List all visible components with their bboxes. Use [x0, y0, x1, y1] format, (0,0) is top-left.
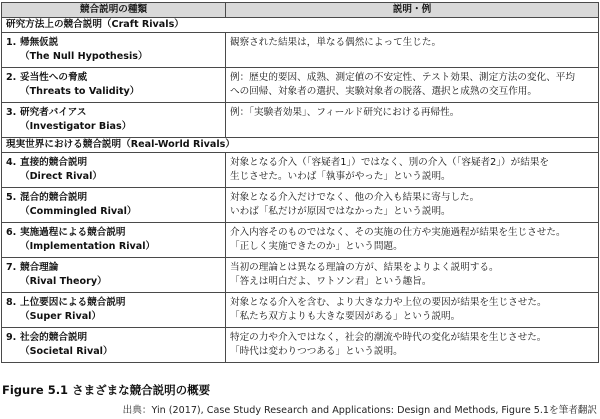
rival-name: 直接的競合説明 — [20, 157, 88, 168]
explanation-line: 「正しく実施できたのか」という問題。 — [230, 241, 403, 252]
explanation-line: 「答えは明白だよ、ワトソン君」という趣旨。 — [230, 276, 432, 287]
table-row — [2, 223, 599, 258]
explanation-cell — [226, 68, 599, 103]
rival-name-cell — [2, 68, 226, 103]
rival-english: （Implementation Rival） — [20, 241, 156, 252]
rival-number: 1. — [6, 37, 17, 48]
explanation-line: 特定の力や介入ではなく，社会的潮流や時代の変化が結果を生じさせた。 — [230, 332, 547, 343]
section-row-craft — [2, 18, 599, 33]
explanation-cell — [226, 293, 599, 328]
rival-name: 社会的競合説明 — [20, 332, 88, 343]
explanation-line: いわば「私だけが原因ではなかった」という説明。 — [230, 206, 451, 217]
rival-english: （The Null Hypothesis） — [20, 51, 148, 62]
rival-name: 妥当性への脅威 — [20, 72, 88, 83]
rival-name-cell — [2, 328, 226, 363]
rival-name-cell — [2, 223, 226, 258]
explanation-line: 例：「実験者効果」、フィールド研究における再帰性。 — [230, 107, 460, 118]
rival-name-cell — [2, 258, 226, 293]
explanation-line: 対象となる介入を含む、より大きな力や上位の要因が結果を生じさせた。 — [230, 297, 547, 308]
explanation-line: 対象となる介入（「容疑者1」）ではなく、別の介入（「容疑者2」）が結果を — [230, 157, 550, 168]
explanation-cell — [226, 258, 599, 293]
explanation-line: への回帰、対象者の選択、実験対象者の脱落、選択と成熟の交互作用。 — [230, 86, 537, 97]
rival-number: 5. — [6, 192, 17, 203]
table-row — [2, 103, 599, 138]
rival-number: 2. — [6, 72, 17, 83]
rival-explanations-table — [1, 2, 599, 363]
rival-name-cell — [2, 188, 226, 223]
rival-name: 上位要因による競合説明 — [20, 297, 126, 308]
rival-name: 研究者バイアス — [20, 107, 87, 118]
header-explanation: 説明・例 — [226, 3, 599, 18]
header-rival-type: 競合説明の種類 — [2, 3, 226, 18]
explanation-cell — [226, 328, 599, 363]
table-row — [2, 68, 599, 103]
explanation-line: 例：歴史的要因、成熟、測定値の不安定性、テスト効果、測定方法の変化、平均 — [230, 72, 575, 83]
rival-number: 3. — [6, 107, 17, 118]
rival-number: 7. — [6, 262, 17, 273]
source-note: 出典：Yin (2017), Case Study Research and Applications: Design and Methods, Figure 5.1を筆者翻訳 — [122, 405, 597, 416]
rival-number: 8. — [6, 297, 17, 308]
explanation-cell — [226, 33, 599, 68]
rival-english: （Investigator Bias） — [20, 121, 132, 132]
rival-name-cell — [2, 293, 226, 328]
rival-name-cell — [2, 103, 226, 138]
rival-name: 混合的競合説明 — [20, 192, 88, 203]
explanation-line: 生じさせた。いわば「執事がやった」という説明。 — [230, 171, 451, 182]
explanation-line: 対象となる介入だけでなく、他の介入も結果に寄与した。 — [230, 192, 480, 203]
table-row — [2, 258, 599, 293]
rival-english: （Societal Rival） — [20, 346, 113, 357]
table-row — [2, 33, 599, 68]
explanation-line: 「私たち双方よりも大きな要因がある」という説明。 — [230, 311, 461, 322]
explanation-line: 観察された結果は，単なる偶然によって生じた。 — [230, 37, 442, 48]
rival-name: 競合理論 — [20, 262, 59, 273]
table-row — [2, 153, 599, 188]
rival-english: （Rival Theory） — [20, 276, 107, 287]
rival-name-cell — [2, 153, 226, 188]
section-title: 研究方法上の競合説明（Craft Rivals） — [2, 18, 599, 33]
rival-number: 6. — [6, 227, 17, 238]
explanation-line: 介入内容そのものではなく、その実施の仕方や実施過程が結果を生じさせた。 — [230, 227, 566, 238]
rival-name: 帰無仮説 — [20, 37, 59, 48]
rival-english: （Threats to Validity） — [20, 86, 140, 97]
table-row — [2, 188, 599, 223]
explanation-cell — [226, 103, 599, 138]
rival-number: 4. — [6, 157, 17, 168]
section-title: 現実世界における競合説明（Real-World Rivals） — [2, 138, 599, 153]
rival-name-cell — [2, 33, 226, 68]
rival-english: （Super Rival） — [20, 311, 102, 322]
explanation-line: 「時代は変わりつつある」という説明。 — [230, 346, 403, 357]
explanation-cell — [226, 223, 599, 258]
explanation-line: 当初の理論とは異なる理論の方が、結果をよりよく説明する。 — [230, 262, 499, 273]
rival-name: 実施過程による競合説明 — [20, 227, 126, 238]
rival-number: 9. — [6, 332, 17, 343]
rival-english: （Commingled Rival） — [20, 206, 137, 217]
table-row — [2, 293, 599, 328]
figure-caption: Figure 5.1 さまざまな競合説明の概要 — [2, 383, 211, 397]
table-row — [2, 328, 599, 363]
section-row-real-world — [2, 138, 599, 153]
explanation-cell — [226, 153, 599, 188]
explanation-cell — [226, 188, 599, 223]
table-header-row — [2, 3, 599, 18]
rival-english: （Direct Rival） — [20, 171, 102, 182]
